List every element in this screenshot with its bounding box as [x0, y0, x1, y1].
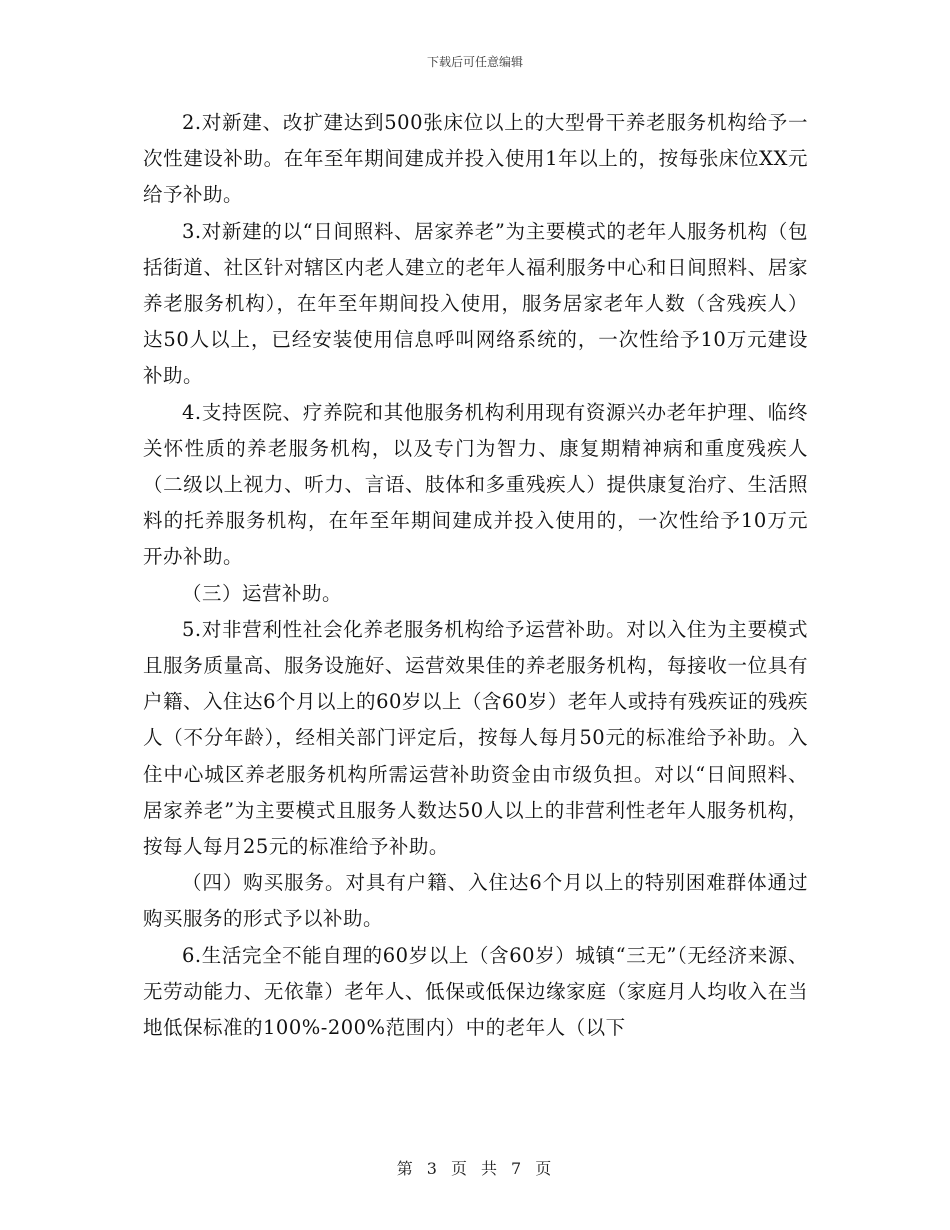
paragraph-item-3: 3.对新建的以“日间照料、居家养老”为主要模式的老年人服务机构（包括街道、社区针对辖区内老人建立的老年人福利服务中心和日间照料、居家养老服务机构），在年至年期间投入使用，服务居家老年人数（含残疾人）达50人以上，已经安装使用信息呼叫网络系统的，一次性给予10万元建设补助。 — [143, 219, 808, 388]
paragraph-item-5: 5.对非营利性社会化养老服务机构给予运营补助。对以入住为主要模式且服务质量高、服务设施好、运营效果佳的养老服务机构，每接收一位具有户籍、入住达6个月以上的60岁以上（含60岁）老年人或持有残疾证的残疾人（不分年龄），经相关部门评定后，按每人每月50元的标准给予补助。入住中心城区养老服务机构所需运营补助资金由市级负担。对以“日间照料、居家养老”为主要模式且服务人数达50人以上的非营利性老年人服务机构，按每人每月25元的标准给予补助。 — [143, 617, 808, 859]
paragraph-item-2: 2.对新建、改扩建达到500张床位以上的大型骨干养老服务机构给予一次性建设补助。在年至年期间建成并投入使用1年以上的，按每张床位XX元给予补助。 — [143, 111, 808, 207]
paragraph-item-6: 6.生活完全不能自理的60岁以上（含60岁）城镇“三无”（无经济来源、无劳动能力、无依靠）老年人、低保或低保边缘家庭（家庭月人均收入在当地低保标准的100%-200%范围内）中的老年人（以下 — [143, 943, 808, 1040]
page-header: 下载后可任意编辑 — [426, 55, 523, 69]
document-body — [143, 105, 808, 1046]
footer-total-word: 共 — [481, 1159, 500, 1178]
current-page-number: 3 — [426, 1159, 439, 1178]
footer-suffix: 页 — [535, 1159, 554, 1178]
paragraph-item-4: 4.支持医院、疗养院和其他服务机构利用现有资源兴办老年护理、临终关怀性质的养老服务机构，以及专门为智力、康复期精神病和重度残疾人（二级以上视力、听力、言语、肢体和多重残疾人）提供康复治疗、生活照料的托养服务机构，在年至年期间建成并投入使用的，一次性给予10万元开办补助。 — [143, 400, 808, 569]
section-heading-purchase-services: （四）购买服务。对具有户籍、入住达6个月以上的特别困难群体通过购买服务的形式予以补助。 — [143, 871, 808, 931]
footer-prefix: 第 — [396, 1159, 415, 1178]
total-page-count: 7 — [511, 1159, 524, 1178]
page-footer — [0, 1156, 950, 1179]
footer-page-word: 页 — [450, 1159, 469, 1178]
section-heading-operating-subsidy: （三）运营补助。 — [182, 581, 343, 605]
